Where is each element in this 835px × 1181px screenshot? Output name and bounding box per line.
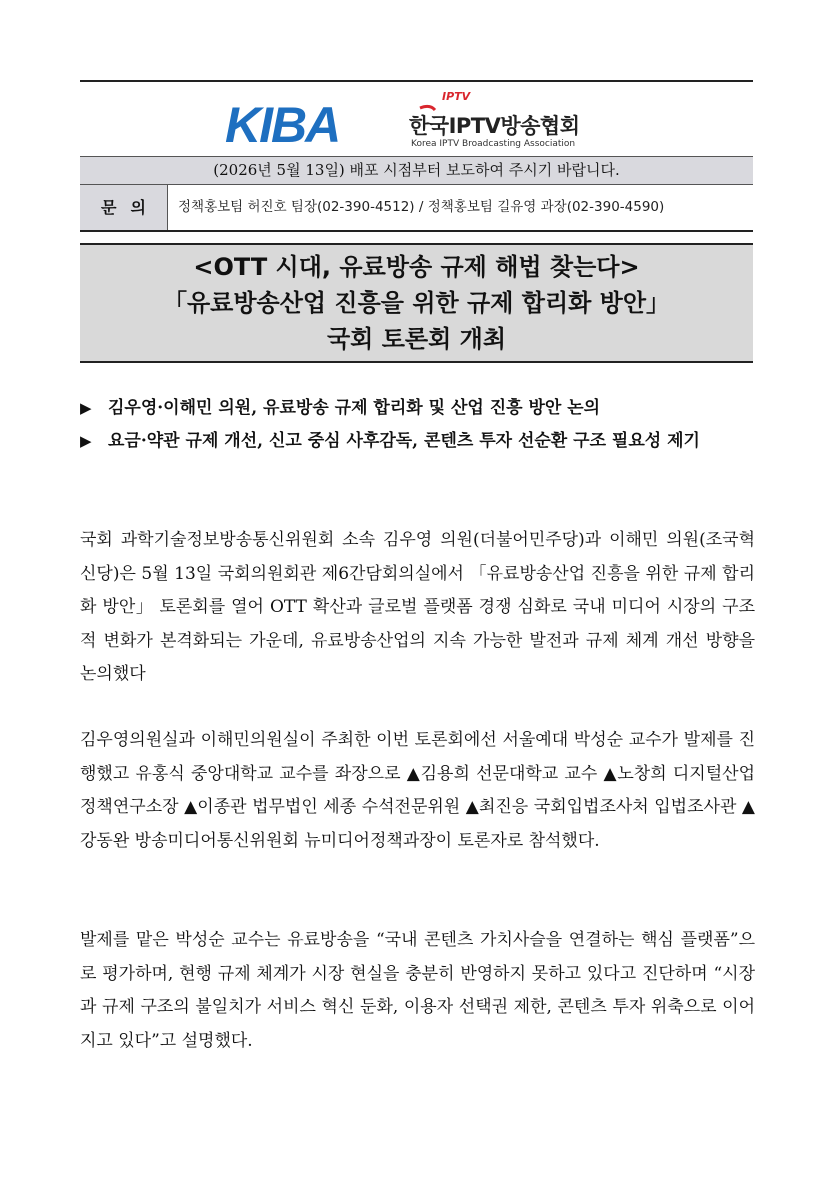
embargo-notice: (2026년 5월 13일) 배포 시점부터 보도하여 주시기 바랍니다. [80,156,753,185]
contact-label: 문의 [80,185,168,230]
headline-line-1: <OTT 시대, 유료방송 규제 해법 찾는다> [193,253,640,281]
contact-text: 정책홍보팀 허진호 팀장(02-390-4512) / 정책홍보팀 길유영 과장(02-390-4590) [178,199,665,215]
headline-line-2: 「유료방송산업 진흥을 위한 규제 합리화 방안」 [162,289,671,317]
body-paragraph-1: 국회 과학기술정보방송통신위원회 소속 김우영 의원(더불어민주당)과 이해민 의원(조국혁신당)은 5월 13일 국회의원회관 제6간담회의실에서 「유료방송산업 진흥을 위한 규제 합리화 방안」 토론회를 열어 OTT 확산과 글로벌 플랫폼 경쟁 심화로 국내 미디어 시장의 구조적 변화가 본격화되는 가운데, 유료방송산업의 지속 가능한 발전과 규제 체계 개선 방향을 논의했다 [80,530,755,684]
summary-bullet [80,425,755,458]
body-paragraph-2: 김우영의원실과 이해민의원실이 주최한 이번 토론회에선 서울예대 박성순 교수가 발제를 진행했고 유홍식 중앙대학교 교수를 좌장으로 ▲김용희 선문대학교 교수 ▲노창희 디지털산업정책연구소장 ▲이종관 법무법인 세종 수석전문위원 ▲최진응 국회입법조사처 입법조사관 ▲강동완 방송미디어통신위원회 뉴미디어정책과장이 토론자로 참석했다. [80,730,755,851]
contact-row [80,185,753,230]
press-release-header [80,80,753,232]
org-name: 한국IPTV방송협회 [409,114,580,138]
triangle-right-icon: ▶ [80,399,92,417]
bullet-text: 김우영·이해민 의원, 유료방송 규제 합리화 및 산업 진흥 방안 논의 [108,398,601,418]
svg-text:KIBA: KIBA [225,102,340,148]
body-paragraph-3: 발제를 맡은 박성순 교수는 유료방송을 “국내 콘텐츠 가치사슬을 연결하는 핵심 플랫폼”으로 평가하며, 현행 규제 체계가 시장 현실을 충분히 반영하지 못하고 있다고 진단하며 “시장과 규제 구조의 불일치가 서비스 혁신 둔화, 이용자 선택권 제한, 콘텐츠 투자 위축으로 이어지고 있다”고 설명했다. [80,930,755,1051]
headline-box [80,243,753,363]
summary-bullets [80,392,755,458]
headline-line-3: 국회 토론회 개최 [327,325,506,353]
logo-area [80,82,753,156]
kiba-logo [225,102,437,148]
triangle-right-icon: ▶ [80,432,92,450]
org-name-en: Korea IPTV Broadcasting Association [411,139,576,149]
bullet-text: 요금·약관 규제 개선, 신고 중심 사후감독, 콘텐츠 투자 선순환 구조 필요성 제기 [108,431,700,451]
iptv-badge: IPTV [442,90,471,103]
summary-bullet [80,392,755,425]
